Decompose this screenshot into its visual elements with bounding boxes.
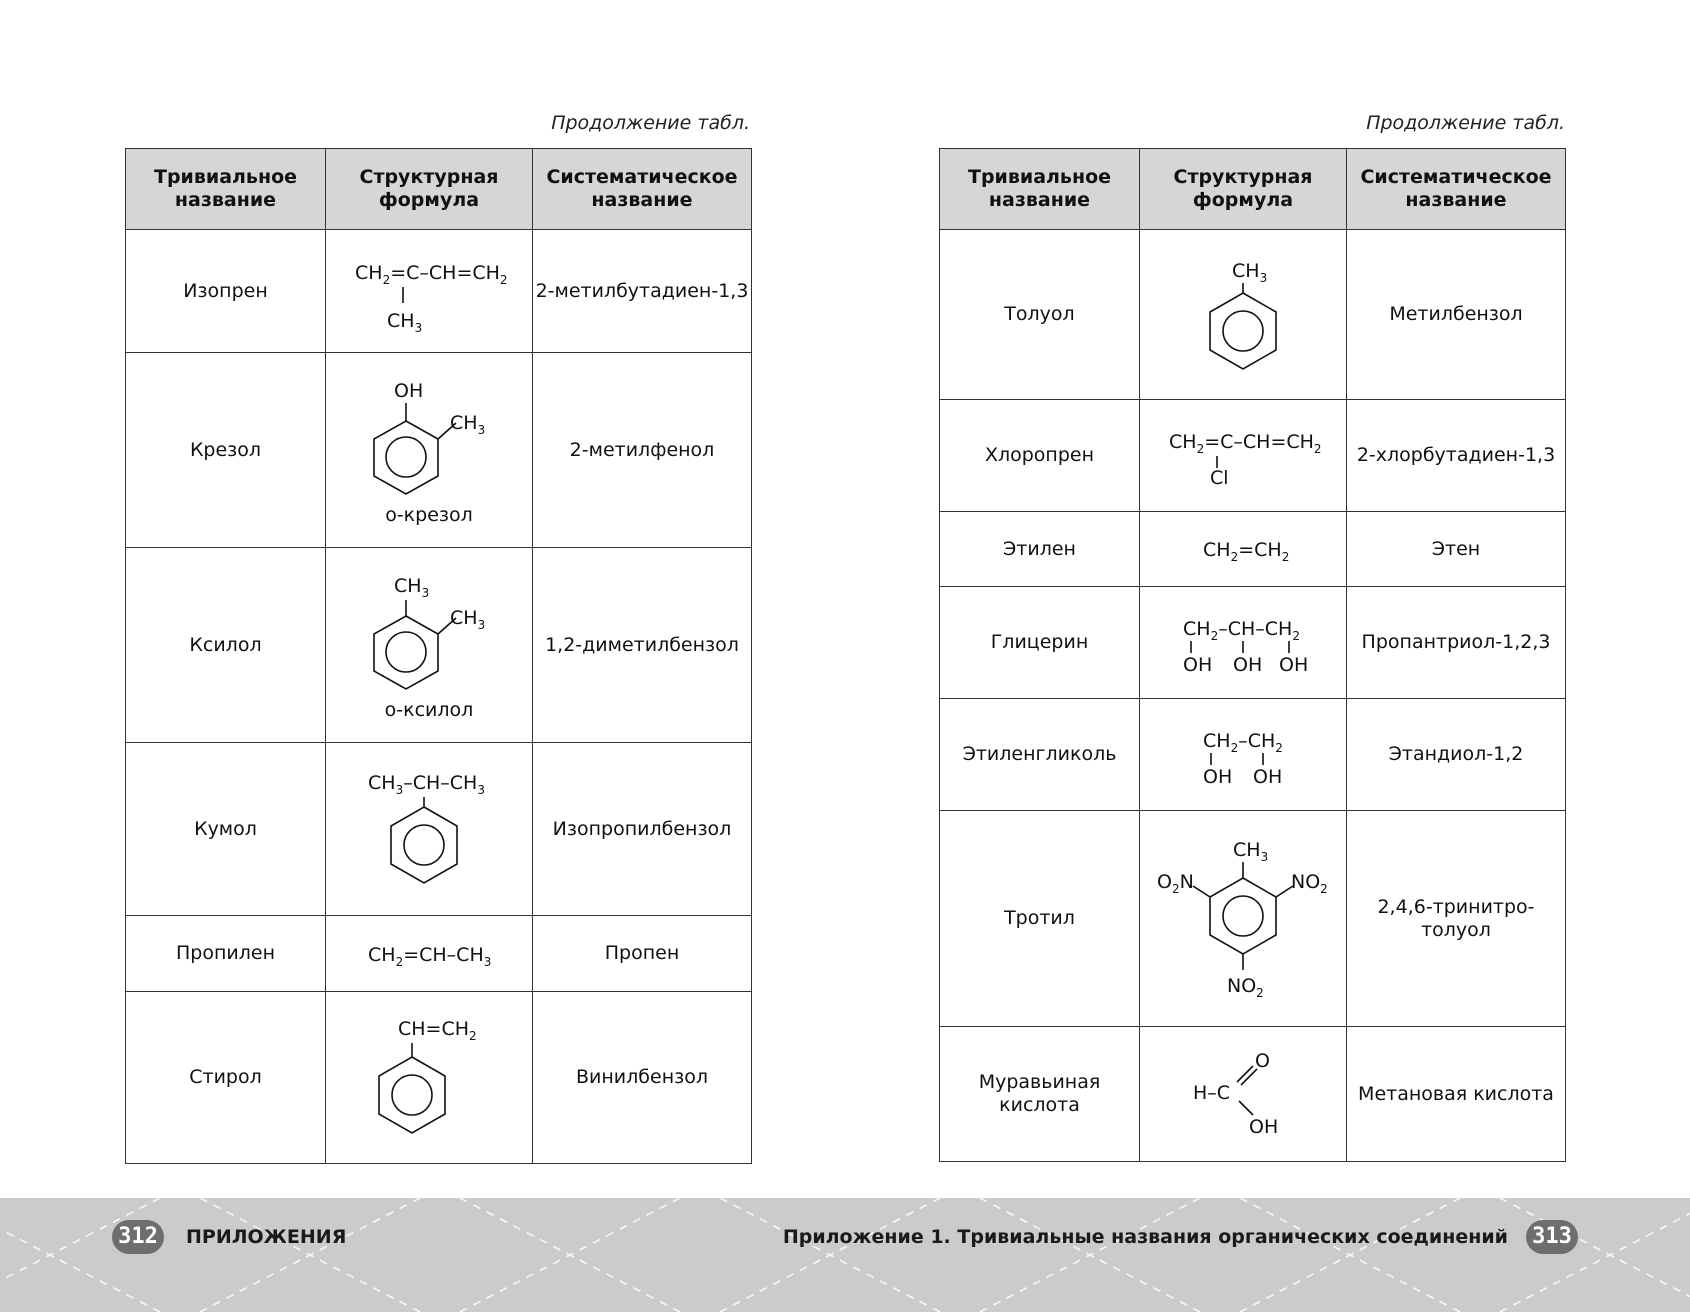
xylene-formula	[354, 570, 504, 720]
svg-text:о-крезол: о-крезол	[385, 504, 473, 526]
table-row	[940, 587, 1566, 699]
header-trivial-name: Тривиальное название	[126, 149, 326, 230]
header-trivial-name: Тривиальное название	[940, 149, 1140, 230]
footer-title-left: ПРИЛОЖЕНИЯ	[186, 1226, 347, 1248]
svg-text:CH2=CH–CH3: $CH_2=CH-CH_3$	[368, 943, 492, 969]
systematic-name: Метановая кислота	[1347, 1027, 1566, 1162]
svg-text:H–C: H–C	[1193, 1082, 1231, 1104]
styrene-formula	[354, 1013, 504, 1143]
trivial-name: Муравьиная кислота	[940, 1027, 1140, 1162]
table-header-row	[940, 149, 1566, 230]
svg-text:CH3: $CH_3$	[450, 412, 486, 437]
svg-text:CH2=C–CH=CH2: $CH_2=C-CH=CH_2$	[1169, 430, 1322, 456]
structural-formula	[326, 548, 533, 743]
structural-formula	[326, 743, 533, 916]
trivial-name: Тротил	[940, 811, 1140, 1027]
table-row	[940, 400, 1566, 512]
svg-text:Cl: Cl	[1210, 466, 1229, 489]
table-header-row	[126, 149, 752, 230]
structural-formula	[1140, 230, 1347, 400]
systematic-name: Этен	[1347, 512, 1566, 587]
svg-text:OH: OH	[1249, 1116, 1279, 1138]
structural-formula	[1140, 587, 1347, 699]
systematic-name: Пропантриол-1,2,3	[1347, 587, 1566, 699]
table-row	[126, 916, 752, 992]
formic-acid-formula	[1183, 1049, 1303, 1139]
trivial-name: Этиленгликоль	[940, 699, 1140, 811]
page-number-left: 312	[112, 1220, 164, 1254]
trivial-name: Стирол	[126, 992, 326, 1164]
toluene-formula	[1188, 255, 1298, 375]
systematic-name: Изопропилбензол	[533, 743, 752, 916]
trivial-name: Крезол	[126, 353, 326, 548]
compounds-table-left	[125, 148, 752, 1164]
systematic-name: 2-метилбутадиен-1,3	[533, 230, 752, 353]
continuation-label: Продолжение табл.	[1366, 112, 1565, 134]
svg-text:NO2: $NO_2$	[1291, 871, 1328, 896]
table-row	[126, 992, 752, 1164]
trivial-name: Хлоропрен	[940, 400, 1140, 512]
svg-text:CH2–CH2: $CH_2-CH_2$	[1203, 729, 1283, 755]
header-systematic-name: Систематическое название	[533, 149, 752, 230]
systematic-name: 1,2-диметилбензол	[533, 548, 752, 743]
cumene-formula	[354, 767, 504, 892]
svg-text:O2N: $O_2N$	[1157, 871, 1194, 896]
propylene-formula	[354, 939, 504, 969]
systematic-name: 2,4,6-тринитро- толуол	[1347, 811, 1566, 1027]
systematic-name: 2-хлорбутадиен-1,3	[1347, 400, 1566, 512]
continuation-label: Продолжение табл.	[551, 112, 750, 134]
structural-formula	[1140, 699, 1347, 811]
trivial-name: Ксилол	[126, 548, 326, 743]
glycerol-formula	[1173, 613, 1313, 676]
structural-formula	[1140, 512, 1347, 587]
systematic-name: Метилбензол	[1347, 230, 1566, 400]
header-structural-formula: Структурная формула	[326, 149, 533, 230]
svg-text:OH: OH	[1253, 765, 1283, 788]
header-systematic-name: Систематическое название	[1347, 149, 1566, 230]
structural-formula	[326, 353, 533, 548]
svg-text:CH3–CH–CH3: $CH_3-CH-CH_3$	[368, 771, 485, 797]
table-row	[940, 699, 1566, 811]
table-row	[126, 353, 752, 548]
trivial-name: Изопрен	[126, 230, 326, 353]
trivial-name: Толуол	[940, 230, 1140, 400]
structural-formula	[1140, 811, 1347, 1027]
svg-text:OH: OH	[1233, 653, 1263, 676]
footer-title-right: Приложение 1. Тривиальные названия органических соединений	[782, 1226, 1508, 1248]
trivial-name: Кумол	[126, 743, 326, 916]
structural-formula	[1140, 1027, 1347, 1162]
compounds-table-right	[939, 148, 1566, 1162]
footer-diamond-pattern	[0, 1198, 1690, 1312]
svg-text:OH: OH	[1279, 653, 1309, 676]
header-structural-formula: Структурная формула	[1140, 149, 1347, 230]
table-row	[126, 548, 752, 743]
systematic-name: Пропен	[533, 916, 752, 992]
svg-text:CH3: $CH_3$	[1233, 839, 1269, 864]
svg-text:CH=CH2: $CH=CH_2$	[398, 1017, 477, 1043]
right-page	[845, 0, 1690, 1312]
table-row	[940, 230, 1566, 400]
table-row	[126, 743, 752, 916]
table-row	[940, 1027, 1566, 1162]
svg-text:CH3: $CH_3$	[394, 575, 430, 600]
svg-text:O: O	[1255, 1050, 1270, 1072]
svg-text:CH2=C–CH=CH2: $CH_2=C-CH=CH_2$	[355, 262, 508, 287]
structural-formula	[326, 916, 533, 992]
svg-text:CH2–CH–CH2: $CH_2-CH-CH_2$	[1183, 617, 1300, 643]
cresol-formula	[354, 375, 504, 525]
table-row	[126, 230, 752, 353]
systematic-name: 2-метилфенол	[533, 353, 752, 548]
table-row	[940, 512, 1566, 587]
structural-formula	[326, 230, 533, 353]
svg-text:OH: OH	[1203, 765, 1233, 788]
svg-text:CH3: $CH_3$	[387, 310, 423, 335]
svg-text:OH: OH	[394, 380, 424, 402]
table-row	[940, 811, 1566, 1027]
svg-text:CH2=CH2: $CH_2=CH_2$	[1203, 539, 1290, 564]
ethylene-glycol-formula	[1193, 725, 1293, 788]
isoprene-formula	[339, 251, 519, 335]
systematic-name: Этандиол-1,2	[1347, 699, 1566, 811]
svg-text:NO2: $NO_2$	[1227, 975, 1264, 1000]
svg-text:CH3: $CH_3$	[450, 607, 486, 632]
structural-formula	[1140, 400, 1347, 512]
structural-formula	[326, 992, 533, 1164]
svg-text:CH3: $CH_3$	[1232, 259, 1268, 285]
svg-text:о-ксилол: о-ксилол	[384, 699, 474, 721]
systematic-name: Винилбензол	[533, 992, 752, 1164]
trivial-name: Этилен	[940, 512, 1140, 587]
chloroprene-formula	[1153, 426, 1333, 489]
trivial-name: Пропилен	[126, 916, 326, 992]
svg-text:OH: OH	[1183, 653, 1213, 676]
page-number-right: 313	[1526, 1220, 1578, 1254]
tnt-formula	[1153, 836, 1333, 1001]
trivial-name: Глицерин	[940, 587, 1140, 699]
ethylene-formula	[1193, 534, 1293, 564]
page-footer	[0, 1198, 1690, 1312]
